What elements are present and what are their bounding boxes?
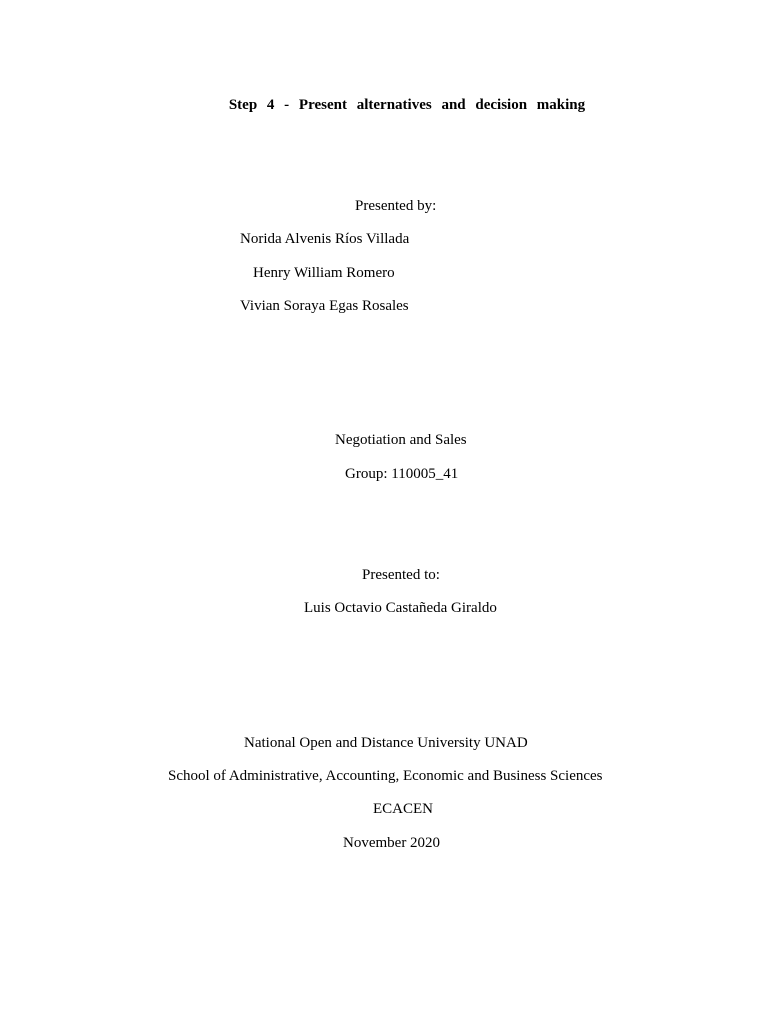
author-name: Henry William Romero (253, 265, 395, 281)
course-name: Negotiation and Sales (335, 432, 467, 448)
document-date: November 2020 (343, 835, 441, 851)
school-acronym: ECACEN (373, 801, 433, 817)
document-title: Step 4 - Present alternatives and decision making (228, 97, 586, 113)
author-name: Norida Alvenis Ríos Villada (240, 231, 410, 247)
author-name: Vivian Soraya Egas Rosales (240, 298, 409, 314)
group-number: Group: 110005_41 (345, 466, 459, 482)
presented-by-label: Presented by: (355, 198, 437, 214)
tutor-name: Luis Octavio Castañeda Giraldo (304, 600, 497, 616)
school-name: School of Administrative, Accounting, Economic and Business Sciences (168, 768, 603, 784)
presented-to-label: Presented to: (362, 567, 440, 583)
university-name: National Open and Distance University UNAD (244, 735, 528, 751)
